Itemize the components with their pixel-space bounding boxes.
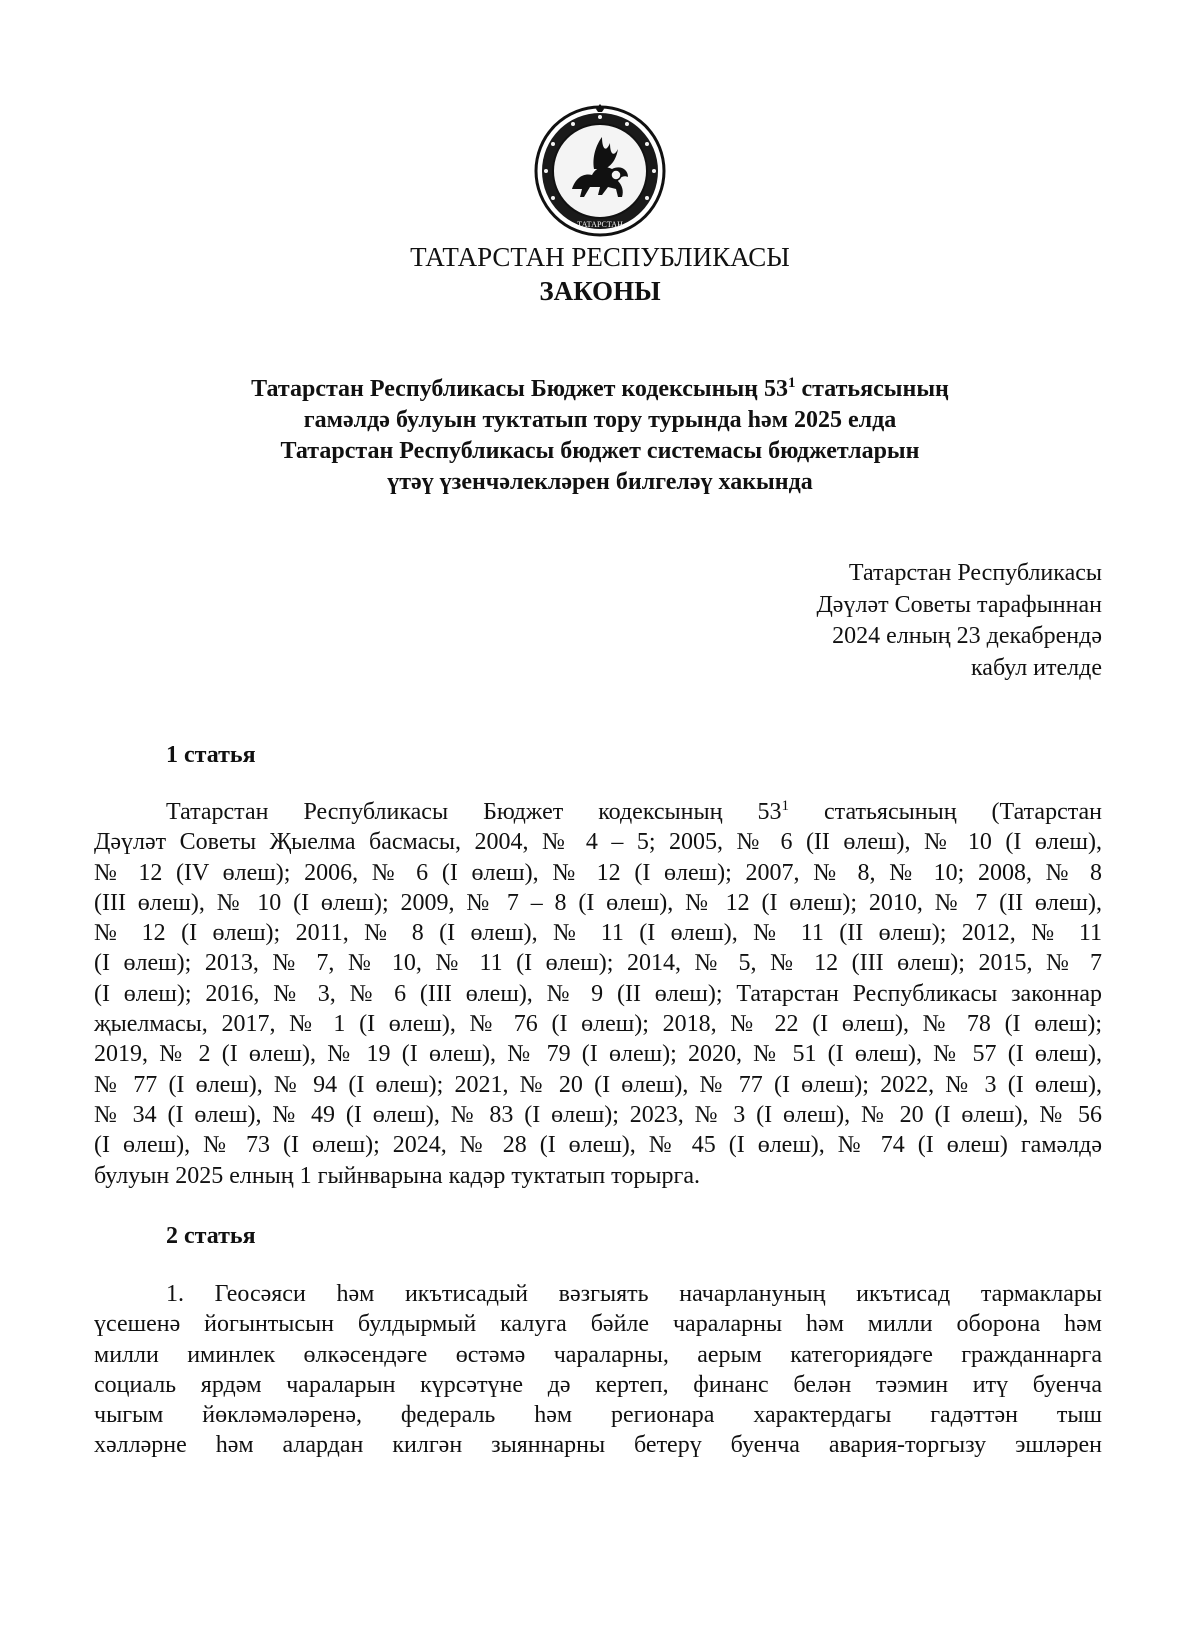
paragraph-line: җыелмасы, 2017, № 1 (I өлеш), № 76 (I өлеш); 2018, № 22 (I өлеш), № 78 (I өлеш); [94, 1011, 1102, 1038]
paragraph-line: (I өлеш), № 73 (I өлеш); 2024, № 28 (I өлеш), № 45 (I өлеш), № 74 (I өлеш) гамәлдә [94, 1132, 1102, 1159]
document-type: ЗАКОНЫ [539, 276, 661, 306]
paragraph-line: 1. Геосәяси һәм икътисадый вәзгыять начарлануның икътисад тармаклары [166, 1281, 1102, 1307]
paragraph-line: № 12 (I өлеш); 2011, № 8 (I өлеш), № 11 (I өлеш), № 11 (II өлеш); 2012, № 11 [94, 920, 1102, 947]
paragraph-line: хәлләрне һәм алардан килгән зыяннарны бетерү буенча авария-торгызу эшләрен [94, 1432, 1102, 1459]
adoption-line: кабул ителде [971, 654, 1102, 681]
law-title [150, 374, 1050, 498]
adoption-note [816, 558, 1102, 684]
paragraph-line: (I өлеш); 2013, № 7, № 10, № 11 (I өлеш); 2014, № 5, № 12 (III өлеш); 2015, № 7 [94, 950, 1102, 977]
paragraph-line: булуын 2025 елның 1 гыйнварына кадәр туктатып торырга. [94, 1162, 700, 1189]
paragraph-line: № 34 (I өлеш), № 49 (I өлеш), № 83 (I өлеш); 2023, № 3 (I өлеш), № 20 (I өлеш), № 56 [94, 1101, 1102, 1128]
adoption-line: 2024 елның 23 декабрендә [832, 623, 1102, 649]
paragraph-line: (I өлеш); 2016, № 3, № 6 (III өлеш), № 9 (II өлеш); Татарстан Республикасы законнар [94, 980, 1102, 1007]
paragraph-line: үсешенә йогынтысын булдырмый калуга бәйле чараларны һәм милли оборона һәм [94, 1311, 1102, 1338]
paragraph-line: социаль ярдәм чараларын күрсәтүне дә кертеп, финанс белән тәэмин итү буенча [94, 1371, 1102, 1398]
tatarstan-coat-of-arms-icon [532, 103, 668, 239]
adoption-line: Татарстан Республикасы [848, 560, 1102, 586]
article-1-heading: 1 статья [166, 742, 256, 768]
republic-name: ТАТАРСТАН РЕСПУБЛИКАСЫ [410, 242, 790, 272]
emblem-text: ТАТАРСТАН [577, 220, 623, 229]
title-line: гамәлдә булуын туктатып тору турында һәм 2025 елда [303, 407, 897, 433]
paragraph-line: чыгым йөкләмәләренә, федераль һәм регионара характердагы гадәттән тыш [94, 1402, 1102, 1429]
paragraph-line: (III өлеш), № 10 (I өлеш); 2009, № 7 – 8 (I өлеш), № 12 (I өлеш); 2010, № 7 (II өлеш), [94, 889, 1102, 916]
adoption-line: Дәүләт Советы тарафыннан [816, 591, 1102, 618]
paragraph-line: Татарстан Республикасы Бюджет кодексының $53^1$ статьясының (Татарстан [166, 798, 1102, 825]
paragraph-line: № 12 (IV өлеш); 2006, № 6 (I өлеш), № 12 (I өлеш); 2007, № 8, № 10; 2008, № 8 [94, 859, 1102, 886]
article-2-heading: 2 статья [166, 1223, 256, 1249]
article-2-text [94, 1279, 1102, 1461]
paragraph-line: 2019, № 2 (I өлеш), № 19 (I өлеш), № 79 (I өлеш); 2020, № 51 (I өлеш), № 57 (I өлеш), [94, 1041, 1102, 1068]
title-line: Татарстан Республикасы бюджет системасы бюджетларын [280, 438, 920, 464]
paragraph-line: № 77 (I өлеш), № 94 (I өлеш); 2021, № 20 (I өлеш), № 77 (I өлеш); 2022, № 3 (I өлеш), [94, 1071, 1102, 1098]
article-1-text [94, 797, 1102, 1191]
title-line: Татарстан Республикасы Бюджет кодексының $53^1$ статьясының [251, 375, 949, 402]
paragraph-line: Дәүләт Советы Җыелма басмасы, 2004, № 4 – 5; 2005, № 6 (II өлеш), № 10 (I өлеш), [94, 829, 1102, 856]
paragraph-line: милли иминлек өлкәсендәге өстәмә чараларны, аерым категориядәге гражданнарга [94, 1341, 1102, 1368]
title-line: үтәү үзенчәлекләрен билгеләү хакында [387, 469, 813, 495]
